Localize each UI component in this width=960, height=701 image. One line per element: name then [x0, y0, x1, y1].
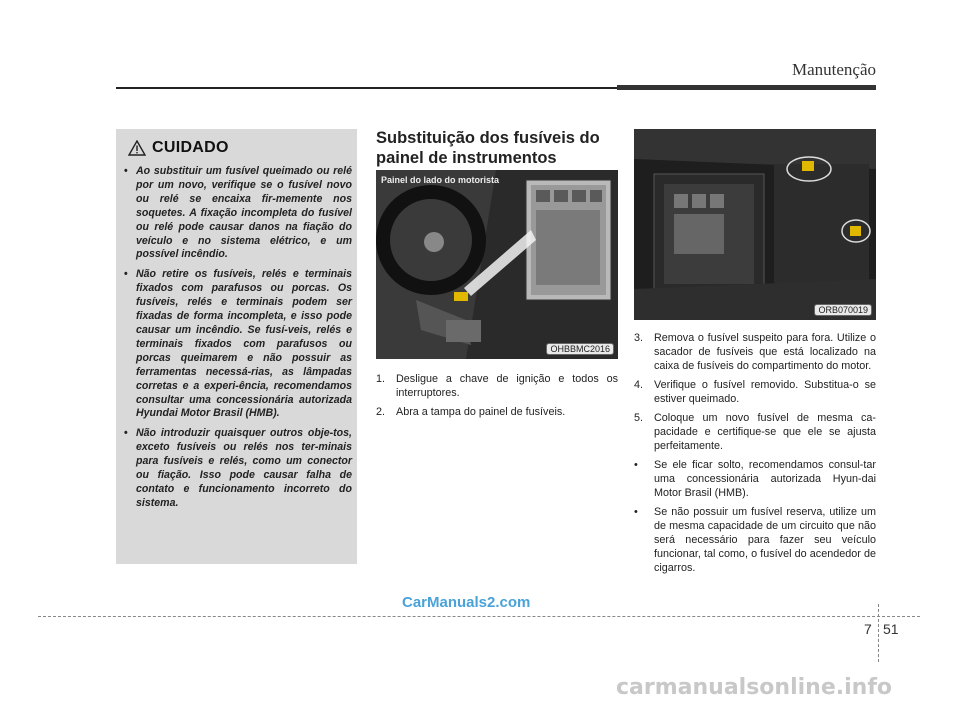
caution-header — [128, 139, 229, 157]
step-number: • — [634, 506, 638, 518]
list-item — [634, 331, 876, 373]
watermark-text: carmanualsonline.info — [616, 675, 892, 700]
bullet: • — [124, 427, 128, 440]
caution-list — [122, 165, 352, 517]
step-text: Verifique o fusível removido. Substitua-o se estiver queimado. — [654, 379, 876, 405]
list-item — [376, 405, 618, 419]
photo-code: ORB070019 — [814, 304, 872, 316]
footer-divider — [878, 604, 879, 662]
page-number: 51 — [883, 621, 899, 637]
step-text: Remova o fusível suspeito para fora. Utilize o sacador de fusíveis que está localizado na caixa de fusíveis do compartimento do motor. — [654, 332, 876, 372]
step-number: 2. — [376, 406, 386, 418]
chapter-number: 7 — [864, 621, 872, 637]
caution-item-text: Ao substituir um fusível queimado ou relé por um novo, verifique se o fusível novo ou relé se encaixa fir-memente nos soquetes. A fixação incompleta do fusível ou relé pode causar danos na fiação do veículo e no sistema elétrico, e um possível incêndio. — [136, 165, 352, 261]
step-number: 4. — [634, 379, 644, 391]
header-title: Manutenção — [791, 60, 876, 79]
steps-list-right — [634, 331, 876, 580]
list-item — [634, 458, 876, 500]
step-text: Coloque um novo fusível de mesma ca-pacidade e certifique-se que ele se ajusta perfeitamente. — [654, 412, 876, 452]
list-item — [634, 378, 876, 406]
list-item — [634, 505, 876, 575]
caution-item — [122, 427, 352, 510]
photo-code: OHBBMC2016 — [546, 343, 614, 355]
engine-fuse-box-photo — [634, 129, 876, 320]
bullet: • — [124, 268, 128, 281]
step-text: Abra a tampa do painel de fusíveis. — [396, 406, 566, 418]
engine-photo-illustration — [634, 129, 876, 320]
caution-item — [122, 268, 352, 421]
steps-list-left — [376, 372, 618, 424]
step-text: Se ele ficar solto, recomendamos consul-tar uma concessionária autorizada Hyun-dai Motor Brasil (HMB). — [654, 459, 876, 499]
step-text: Desligue a chave de ignição e todos os interruptores. — [396, 373, 618, 399]
step-number: 5. — [634, 412, 644, 424]
watermark-link[interactable]: CarManuals2.com — [402, 594, 531, 611]
header-accent-bar — [617, 85, 876, 90]
step-number: 3. — [634, 332, 644, 344]
section-title: Substituição dos fusíveis do painel de instrumentos — [376, 129, 600, 167]
list-item — [634, 411, 876, 453]
step-text: Se não possuir um fusível reserva, utilize um de mesma capacidade de um circuito que não será necessário para fazer seu veículo funcionar, tal como, o fusível do acendedor de cigarros. — [654, 506, 876, 574]
list-item — [376, 372, 618, 400]
photo-caption: Painel do lado do motorista — [381, 175, 500, 185]
bullet: • — [124, 165, 128, 177]
step-number: • — [634, 459, 638, 471]
caution-item-text: Não introduzir quaisquer outros obje-tos, exceto fusíveis ou relés nos ter-minais para fusíveis e relés, como um conector ou fiação. Isso pode causar falha de contato e funcionamento incorreto do sistema. — [136, 427, 352, 509]
dashboard-fuse-panel-photo — [376, 170, 618, 359]
caution-item-text: Não retire os fusíveis, relés e terminais fixados com parafusos ou porcas. Os fusíveis, relés e terminais podem ser fixadas de forma incompleta, e isso pode causar um incêndio. Se fusí-veis, relés e terminais fixados com parafusos ou porcas queimarem e não possuir as ferramentas necessá-rias, as lâmpadas corretas e a experi-ência, recomendamos consultar uma concessionária autorizada Hyundai Motor Brasil (HMB). — [136, 268, 352, 420]
caution-title: CUIDADO — [152, 139, 229, 156]
warning-triangle-icon — [128, 140, 146, 156]
footer-rule — [38, 616, 920, 617]
caution-box — [116, 129, 357, 564]
caution-item — [122, 165, 352, 262]
dashboard-photo-illustration — [376, 170, 618, 359]
step-number: 1. — [376, 373, 386, 385]
